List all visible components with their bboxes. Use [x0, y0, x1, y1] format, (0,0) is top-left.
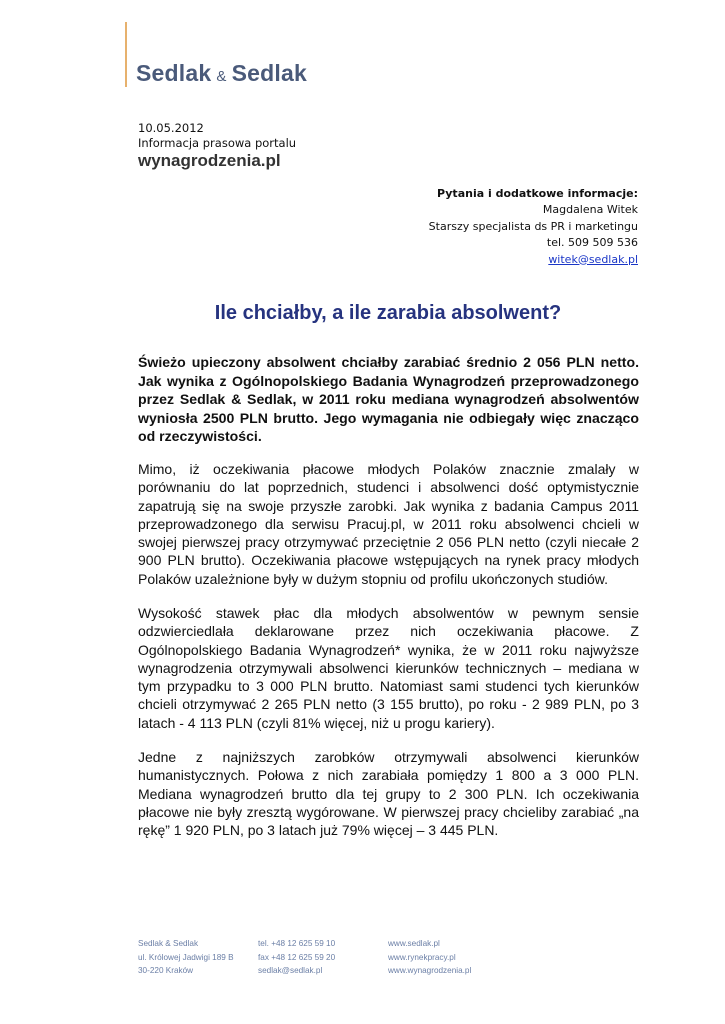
contact-header: Pytania i dodatkowe informacje: — [437, 187, 638, 200]
portal-name: wynagrodzenia.pl — [138, 151, 281, 170]
footer-street: ul. Królowej Jadwigi 189 B — [138, 952, 234, 962]
logo-word-right: Sedlak — [231, 60, 307, 86]
footer-address — [138, 937, 234, 978]
contact-name: Magdalena Witek — [542, 203, 638, 217]
footer-tel: tel. +48 12 625 59 10 — [258, 939, 336, 948]
contact-role: Starszy specjalista ds PR i marketingu — [428, 219, 638, 233]
release-info: Informacja prasowa portalu — [138, 136, 297, 150]
contact-phone: tel. 509 509 536 — [546, 236, 638, 250]
company-logo — [136, 60, 307, 87]
press-release-meta — [138, 121, 296, 171]
article-lead: Świeżo upieczony absolwent chciałby zarabiać średnio 2 056 PLN netto. Jak wynika z Ogólnopolskiego Badania Wynagrodzeń przeprowadzonego przez Sedlak & Sedlak, w 2011 roku mediana wynagrodzeń absolwentów wyniosła 2500 PLN brutto. Jego wymagania nie odbiegały więc znacząco od rzeczywistości. — [138, 354, 639, 444]
footer-site-wynagrodzenia: www.wynagrodzenia.pl — [388, 966, 472, 975]
article-paragraph-2: Wysokość stawek płac dla młodych absolwentów w pewnym sensie odzwierciedlała deklarowane przez nich oczekiwania płacowe. Z Ogólnopolskiego Badania Wynagrodzeń* wynika, że w 2011 roku najwyższe wynagrodzenia otrzymywali absolwenci kierunków technicznych – mediana w tym przypadku to 3 000 PLN brutto. Natomiast sami studenci tych kierunków chcieli otrzymywać 2 265 PLN netto (3 155 brutto), po roku - 2 989 PLN, po 3 latach - 4 113 PLN (czyli 81% więcej, niż u progu kariery). — [138, 605, 639, 731]
logo-word-left: Sedlak — [136, 60, 212, 86]
release-date: 10.05.2012 — [138, 121, 204, 135]
footer-fax: fax +48 12 625 59 20 — [258, 952, 336, 962]
contact-block — [429, 186, 638, 268]
footer-email: sedlak@sedlak.pl — [258, 966, 323, 975]
contact-email-link[interactable]: witek@sedlak.pl — [548, 252, 638, 266]
footer-site-sedlak: www.sedlak.pl — [388, 939, 440, 948]
header-accent-line — [125, 22, 127, 87]
footer-site-rynekpracy: www.rynekpracy.pl — [388, 952, 456, 962]
article-title: Ile chciałby, a ile zarabia absolwent? — [214, 302, 562, 324]
article-paragraph-1: Mimo, iż oczekiwania płacowe młodych Polaków znacznie zmalały w porównaniu do lat poprzednich, studenci i absolwenci dość optymistycznie zapatrują się na swoje przyszłe zarobki. Jak wynika z badania Campus 2011 przeprowadzonego dla serwisu Pracuj.pl, w 2011 roku absolwenci chcieli w swojej pierwszej pracy otrzymywać przeciętnie 2 056 PLN netto (czyli niecałe 2 900 PLN brutto). Oczekiwania płacowe wstępujących na rynek pracy młodych Polaków uzależnione były w dużym stopniu od profilu ukończonych studiów. — [138, 461, 639, 587]
article-paragraph-3: Jedne z najniższych zarobków otrzymywali absolwenci kierunków humanistycznych. Połowa z nich zarabiała pomiędzy 1 800 a 3 000 PLN. Mediana wynagrodzeń brutto dla tej grupy to 2 300 PLN. Ich oczekiwania płacowe nie były zresztą wygórowane. W pierwszej pracy chcieliby zarabiać „na rękę” 1 920 PLN, po 3 latach już 79% więcej – 3 445 PLN. — [138, 749, 639, 839]
footer-websites — [388, 937, 471, 978]
footer-city: 30-220 Kraków — [138, 966, 194, 975]
footer-phones — [258, 937, 335, 978]
logo-ampersand: & — [216, 68, 227, 85]
footer-company: Sedlak & Sedlak — [138, 939, 199, 948]
